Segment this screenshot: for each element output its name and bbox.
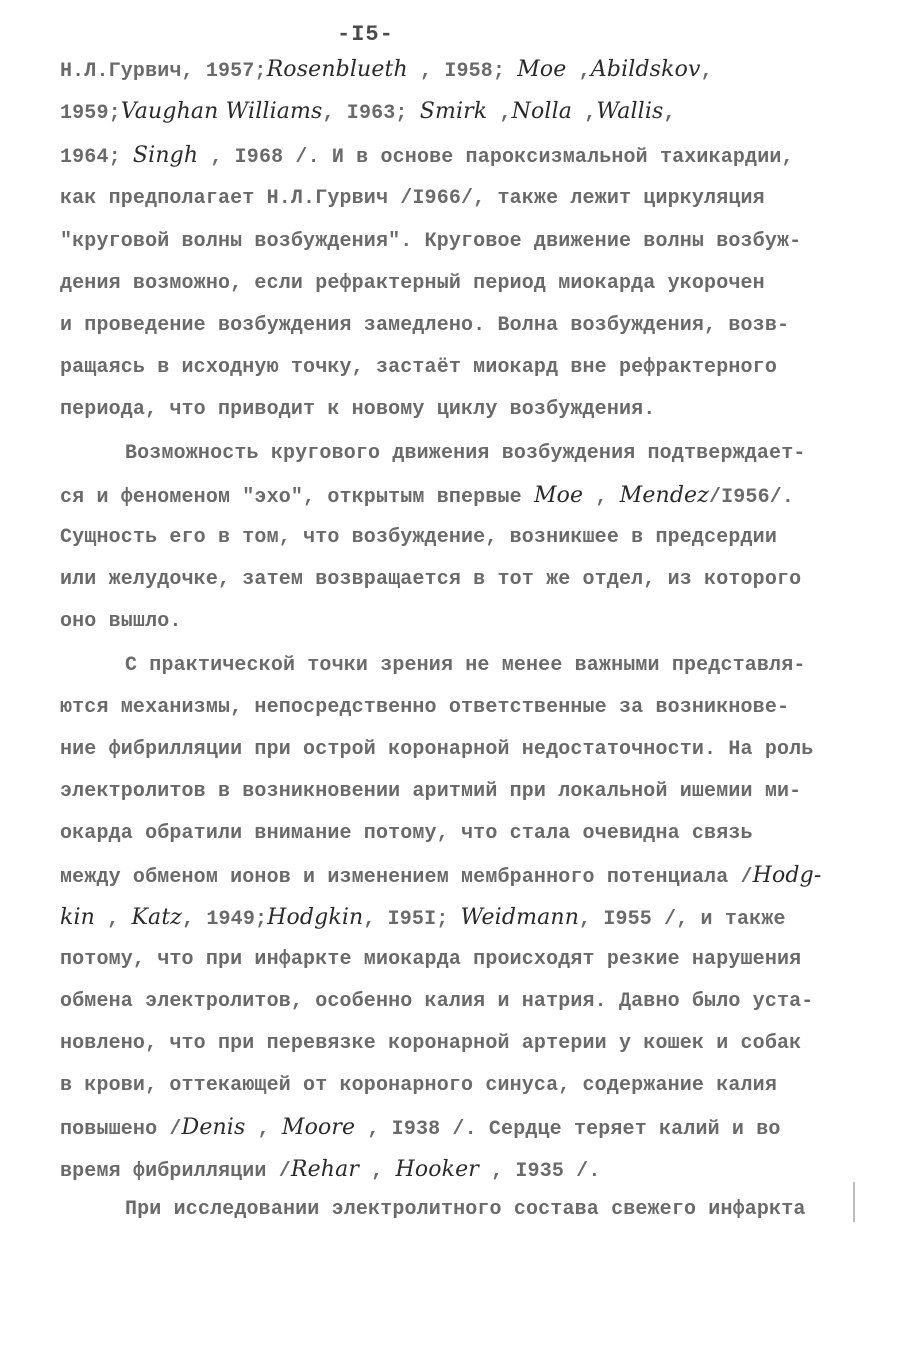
text-line [60,1074,777,1098]
text-line [60,738,813,762]
text-line [60,484,794,510]
typed-text: Н.Л.Гурвич, 1957; [60,60,267,83]
handwritten-name: kin [60,905,95,930]
typed-text: окарда обратили внимание потому, что стала очевидна связь [60,822,753,845]
text-line [60,58,713,84]
text-line [60,864,821,890]
handwritten-name: Hodgkin [267,905,364,930]
typed-text: ние фибрилляции при острой коронарной недостаточности. На роль [60,738,814,761]
typed-text: в крови, оттекающей от коронарного синуса, содержание калия [60,1074,777,1097]
typed-text: Возможность кругового движения возбуждения подтверждает- [125,442,806,465]
handwritten-name: Moore [281,1115,356,1140]
typed-text: , I958; [407,60,518,83]
text-line [60,100,676,126]
handwritten-name: Moe [533,483,584,508]
typed-text: При исследовании электролитного состава свежего инфаркта [125,1198,806,1221]
typed-text: , [663,102,676,125]
handwritten-name: Vaughan Williams [120,99,323,124]
typed-text: время фибрилляции / [60,1160,291,1183]
typed-text: или желудочке, затем возвращается в тот же отдел, из которого [60,568,802,591]
typed-text: 1959; [60,102,121,125]
handwritten-name: Rosenblueth [266,57,408,82]
text-line [125,654,806,678]
typed-text: обмена электролитов, особенно калия и натрия. Давно было уста- [60,990,814,1013]
typed-text: между обменом ионов и изменением мембранного потенциала / [60,866,753,889]
typed-text: потому, что при инфаркте миокарда происходят резкие нарушения [60,948,802,971]
handwritten-name: Wallis [596,99,664,124]
text-line [60,230,801,254]
text-line [60,1032,801,1056]
typed-text: , [583,486,620,509]
text-line [60,568,801,592]
typed-text: , I968 /. И в основе пароксизмальной тахикардии, [198,146,794,169]
typed-text: повышено / [60,1118,182,1141]
handwritten-name: Moe [517,57,567,82]
typed-text: Сущность его в том, что возбуждение, возникшее в предсердии [60,526,777,549]
typed-text: , [487,102,512,125]
handwritten-name: Katz [131,905,183,930]
text-line [60,610,182,634]
typed-text: электролитов в возникновении аритмий при локальной ишемии ми- [60,780,802,803]
text-line [60,314,789,338]
typed-text: оно вышло. [60,610,182,633]
text-line [60,696,789,720]
typed-text: ся и феноменом "эхо", открытым впервые [60,486,534,509]
typed-text: , [566,60,591,83]
handwritten-name: Hooker [395,1157,479,1182]
typed-text: , 1949; [182,908,268,931]
typed-text: , [700,60,713,83]
typed-text: , [572,102,597,125]
typed-text: ются механизмы, непосредственно ответственные за возникнове- [60,696,790,719]
typed-text: 1964; [60,146,133,169]
text-line [60,398,655,422]
typed-text: новлено, что при перевязке коронарной артерии у кошек и собак [60,1032,802,1055]
typed-text: , I935 /. [478,1160,601,1183]
typed-text: , [359,1160,396,1183]
text-line [60,906,786,932]
handwritten-name: Nolla [511,99,573,124]
typed-text: , I955 /, и также [579,908,786,931]
text-line [60,526,777,550]
typed-text: "круговой волны возбуждения". Круговое движение волны возбуж- [60,230,802,253]
text-line [60,948,801,972]
text-line [60,187,765,211]
text-line [60,780,801,804]
handwritten-name: Mendez [619,483,709,508]
typed-text: дения возможно, если рефрактерный период миокарда укорочен [60,272,765,295]
text-line [125,442,806,466]
typed-text: периода, что приводит к новому циклу возбуждения. [60,398,656,421]
typed-text: /I956/. [708,486,795,509]
handwritten-name: Rehar [290,1157,360,1182]
typed-text: , [245,1118,282,1141]
page-number: -I5- [337,22,394,47]
text-line [60,822,753,846]
typed-text: , [95,908,132,931]
handwritten-name: Smirk [419,99,488,124]
handwritten-name: Hodg- [752,863,822,888]
typed-text: С практической точки зрения не менее важными представля- [125,654,806,677]
text-line [125,1198,806,1222]
margin-mark [853,1182,855,1222]
typed-text: , I95I; [363,908,461,931]
handwritten-name: Weidmann [460,905,580,930]
handwritten-name: Abildskov [590,57,701,82]
typed-text: как предполагает Н.Л.Гурвич /I966/, также лежит циркуляция [60,187,765,210]
typed-text: , I963; [322,102,420,125]
handwritten-name: Singh [132,143,199,168]
typed-text: ращаясь в исходную точку, застаёт миокард вне рефрактерного [60,356,777,379]
typed-text: и проведение возбуждения замедлено. Волна возбуждения, возв- [60,314,790,337]
typed-text: , I938 /. Сердце теряет калий и во [355,1118,781,1141]
handwritten-name: Denis [181,1115,246,1140]
text-line [60,990,813,1014]
text-line [60,1158,600,1184]
text-line [60,1116,781,1142]
text-line [60,272,765,296]
text-line [60,356,777,380]
text-line [60,144,794,170]
